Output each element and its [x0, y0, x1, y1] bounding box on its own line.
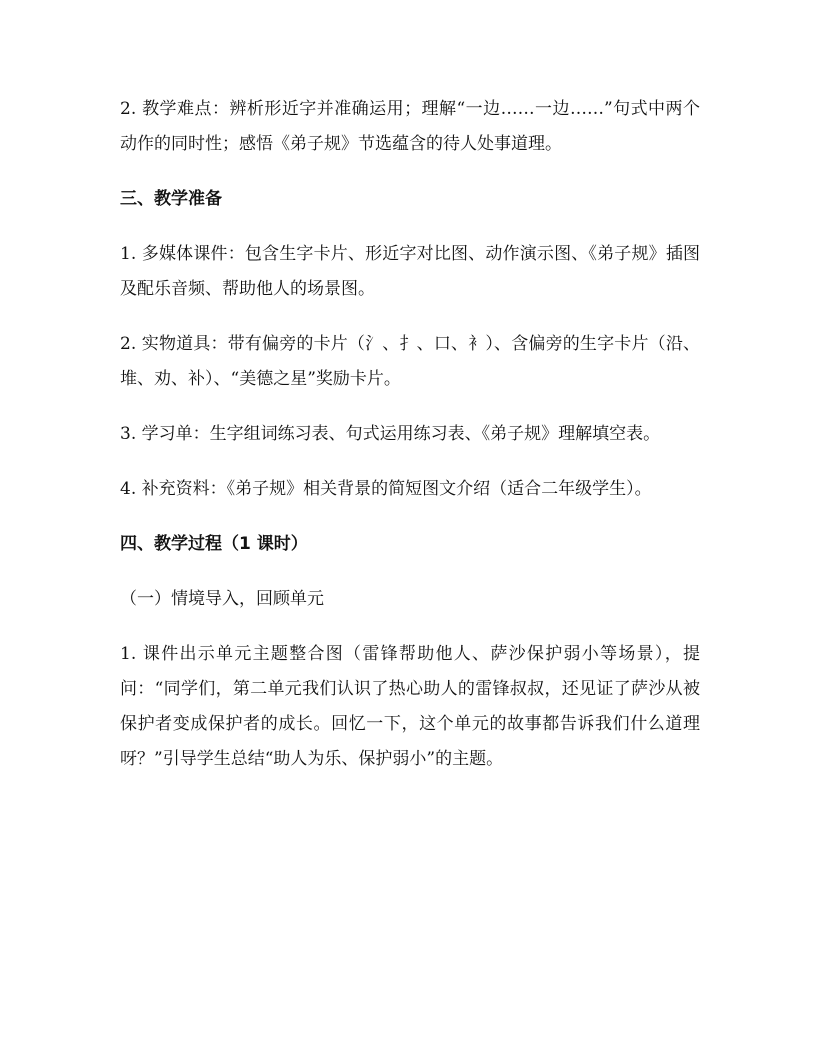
preparation-item-3: 3. 学习单：生字组词练习表、句式运用练习表、《弟子规》理解填空表。 — [120, 424, 661, 444]
subsection-heading-intro: （一）情境导入，回顾单元 — [120, 589, 324, 609]
teaching-difficulty-paragraph: 2. 教学难点：辨析形近字并准确运用；理解“一边……一边……”句式中两个动作的同时性；感悟《弟子规》节选蕴含的待人处事道理。 — [120, 99, 700, 154]
process-step-1: 1. 课件出示单元主题整合图（雷锋帮助他人、萨沙保护弱小等场景），提问：“同学们，第二单元我们认识了热心助人的雷锋叔叔，还见证了萨沙从被保护者变成保护者的成长。回忆一下，这个单元的故事都告诉我们什么道理呀？”引导学生总结“助人为乐、保护弱小”的主题。 — [120, 644, 700, 769]
preparation-item-1: 1. 多媒体课件：包含生字卡片、形近字对比图、动作演示图、《弟子规》插图及配乐音频、帮助他人的场景图。 — [120, 244, 700, 299]
document-page — [120, 92, 700, 797]
section-heading-preparation: 三、教学准备 — [120, 189, 222, 209]
section-heading-process: 四、教学过程（1 课时） — [120, 534, 308, 554]
preparation-item-2: 2. 实物道具：带有偏旁的卡片（氵、扌、口、衤）、含偏旁的生字卡片（沿、堆、劝、补）、“美德之星”奖励卡片。 — [120, 334, 700, 389]
preparation-item-4: 4. 补充资料：《弟子规》相关背景的简短图文介绍（适合二年级学生）。 — [120, 479, 652, 499]
